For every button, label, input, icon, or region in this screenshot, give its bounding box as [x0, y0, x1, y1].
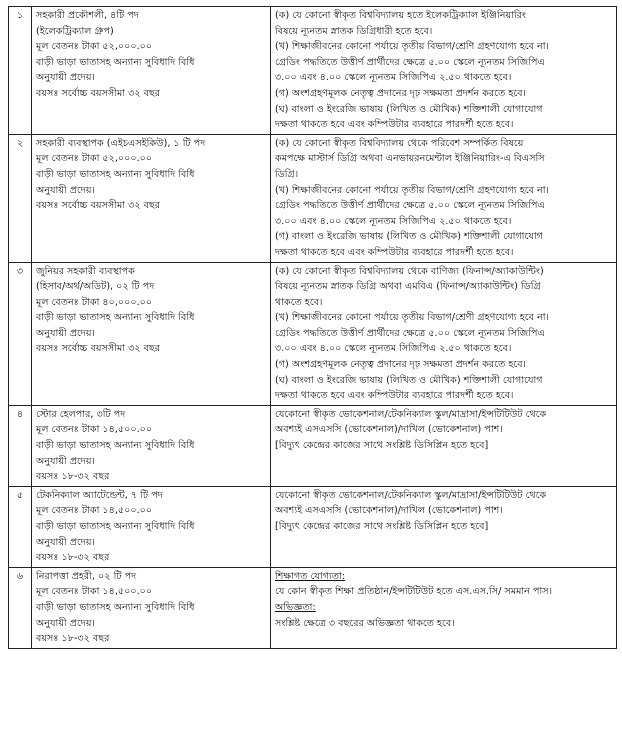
post-details-cell	[32, 567, 271, 648]
requirement-line: বিষয়ে ন্যূনতম স্নাতক ডিগ্রিধারী হতে হবে।	[275, 25, 433, 37]
serial-number: ১	[9, 7, 32, 135]
requirement-line: যেকোনো স্বীকৃত ভোকেশনাল/টেকনিক্যাল স্কুল/মাদ্রাসা/ইন্সটিটিউট থেকে	[275, 489, 547, 501]
post-detail-line: মূল বেতনঃ টাকা ৫২,০০০.০০	[36, 41, 153, 53]
requirement-line: গ্রেডিং পদ্ধতিতে উত্তীর্ণ প্রার্থীদের ক্ষেত্রে ৫.০০ স্কেলে ন্যূনতম সিজিপিএ	[275, 327, 545, 339]
requirement-line: (খ) শিক্ষাজীবনের কোনো পর্যায়ে তৃতীয় বিভাগ/শ্রেণি গ্রহণযোগ্য হবে না।	[275, 41, 549, 53]
post-detail-line: বয়সঃ সর্বোচ্চ বয়সসীমা ৩২ বছর	[36, 87, 161, 99]
requirement-line: ৩.০০ এবং ৪.০০ স্কেলে ন্যূনতম সিজিপিএ ২.৫০ থাকতে হবে।	[275, 215, 512, 227]
requirements-cell	[271, 405, 617, 486]
requirements-cell	[271, 567, 617, 648]
post-detail-line: বাড়ী ভাড়া ভাতাসহ অন্যান্য সুবিধাদি বিধি	[36, 601, 195, 613]
post-detail-line: বাড়ী ভাড়া ভাতাসহ অন্যান্য সুবিধাদি বিধি	[36, 312, 195, 324]
post-detail-line: মূল বেতনঃ টাকা ৫২,০০০.০০	[36, 153, 153, 165]
table-row	[9, 134, 617, 262]
requirement-line: থাকতে হবে।	[275, 296, 323, 308]
requirement-line: গ্রেডিং পদ্ধতিতে উত্তীর্ণ প্রার্থীদের ক্ষেত্রে ৫.০০ স্কেলে ন্যূনতম সিজিপিএ	[275, 56, 545, 68]
requirement-line: কমপক্ষে মাস্টার্স ডিগ্রি অথবা এনভায়রনমেন্টাল ইঞ্জিনিয়ারিং-এ বিএসসি	[275, 153, 545, 165]
post-detail-line: বাড়ী ভাড়া ভাতাসহ অন্যান্য সুবিধাদি বিধি	[36, 440, 195, 452]
post-detail-line: (হিসাব/অর্থ/অডিট), ০২ টি পদ	[36, 281, 155, 293]
requirement-line: ৩.০০ এবং ৪.০০ স্কেলে ন্যূনতম সিজিপিএ ২.৫০ থাকতে হবে।	[275, 72, 512, 84]
post-details-cell	[32, 486, 271, 567]
serial-number: ৩	[9, 262, 32, 405]
requirement-line: (ঘ) বাংলা ও ইংরেজি ভাষায় (লিখিত ও মৌখিক) শক্তিশালী যোগাযোগ	[275, 374, 543, 386]
post-detail-line: মূল বেতনঃ টাকা ১৪,৫০০.০০	[36, 505, 153, 517]
requirement-line: গ্রেডিং পদ্ধতিতে উত্তীর্ণ প্রার্থীদের ক্ষেত্রে ৫.০০ স্কেলে ন্যূনতম সিজিপিএ	[275, 200, 545, 212]
requirement-line: (ক) যে কোনো স্বীকৃত বিশ্ববিদ্যালয় থেকে পরিবেশ সম্পর্কিত বিষয়ে	[275, 137, 524, 149]
table-row	[9, 486, 617, 567]
post-detail-line: অনুযায়ী প্রদেয়।	[36, 455, 95, 467]
requirement-line: দক্ষতা থাকতে হবে এবং কম্পিউটার ব্যবহারে পারদর্শী হতে হবে।	[275, 390, 514, 402]
requirement-line: বিষয়ে ন্যূনতম স্নাতক ডিগ্রি অথবা এমবিএ (ফিনান্স/অ্যাকাউন্টিং) ডিগ্রি	[275, 281, 541, 293]
post-detail-line: মূল বেতনঃ টাকা ৪০,০০০.০০	[36, 296, 153, 308]
post-detail-line: টেকনিক্যাল অ্যাটেন্ডেন্ট, ৭ টি পদ	[36, 489, 163, 501]
serial-number: ২	[9, 134, 32, 262]
requirement-line: যে কোন স্বীকৃত শিক্ষা প্রতিষ্ঠান/ইন্সটিটিউট হতে এস.এস.সি/ সমমান পাস।	[275, 586, 553, 598]
post-detail-line: বয়সঃ ১৮-৩২ বছর	[36, 471, 110, 483]
post-details-cell	[32, 262, 271, 405]
post-detail-line: বয়সঃ ১৮-৩২ বছর	[36, 633, 110, 645]
serial-number: ৬	[9, 567, 32, 648]
requirement-line: অভিজ্ঞতা:	[275, 601, 316, 613]
requirement-line: ৩.০০ এবং ৪.০০ স্কেলে ন্যূনতম সিজিপিএ ২.৫০ থাকতে হবে।	[275, 343, 512, 355]
requirement-line: (গ) বাংলা ও ইংরেজি ভাষায় (লিখিত ও মৌখিক) শক্তিশালী যোগাযোগ	[275, 231, 543, 243]
job-requirements-table	[8, 6, 617, 649]
requirement-line: (ক) যে কোনো স্বীকৃত বিশ্ববিদ্যালয় থেকে বাণিজ্য (ফিনান্স/অ্যাকাউন্টিং)	[275, 265, 544, 277]
post-detail-line: (ইলেকট্রিক্যাল গ্রুপ)	[36, 25, 114, 37]
post-details-cell	[32, 7, 271, 135]
requirement-line: সংশ্লিষ্ট ক্ষেত্রে ৩ বছরের অভিজ্ঞতা থাকতে হবে।	[275, 617, 455, 629]
post-detail-line: অনুযায়ী প্রদেয়।	[36, 536, 95, 548]
post-detail-line: বয়সঃ সর্বোচ্চ বয়সসীমা ৩২ বছর	[36, 200, 161, 212]
requirement-line: দক্ষতা থাকতে হবে এবং কম্পিউটার ব্যবহারে পারদর্শী হতে হবে।	[275, 119, 514, 131]
requirements-cell	[271, 262, 617, 405]
post-detail-line: মূল বেতনঃ টাকা ১৪,৫০০.০০	[36, 424, 153, 436]
requirement-line: অবশ্যই এসএসসি (ভোকেশনাল)/দাখিল (ভোকেশনাল) পাশ।	[275, 424, 503, 436]
requirement-line: (গ) অংশগ্রহণমূলক নেতৃত্ব প্রদানের দৃঢ় সক্ষমতা প্রদর্শন করতে হবে।	[275, 359, 526, 371]
post-detail-line: সহকারী প্রকৌশলী, ৪টি পদ	[36, 10, 139, 21]
post-detail-line: সহকারী ব্যবস্থাপক (এইচএসইকিউ), ১ টি পদ	[36, 137, 206, 149]
requirement-line: (খ) শিক্ষাজীবনের কোনো পর্যায়ে তৃতীয় বিভাগ/শ্রেণি গ্রহণযোগ্য হবে না।	[275, 184, 549, 196]
table-row	[9, 567, 617, 648]
requirements-cell	[271, 486, 617, 567]
requirement-line: (খ) শিক্ষাজীবনের কোনো পর্যায়ে তৃতীয় বিভাগ/শ্রেণী গ্রহণযোগ্য হবে না।	[275, 312, 549, 324]
requirement-line: [বিদ্যুৎ কেন্দ্রের কাজের সাথে সংশ্লিষ্ট ডিসিপ্লিন হতে হবে]	[275, 521, 489, 532]
requirement-line: যেকোনো স্বীকৃত ভোকেশনাল/টেকনিক্যাল স্কুল/মাদ্রাসা/ইন্সটিটিউট থেকে	[275, 408, 547, 420]
post-details-cell	[32, 405, 271, 486]
post-detail-line: বয়সঃ সর্বোচ্চ বয়সসীমা ৩২ বছর	[36, 343, 161, 355]
requirement-line: (ক) যে কোনো স্বীকৃত বিশ্ববিদ্যালয় হতে ইলেকট্রিক্যাল ইঞ্জিনিয়ারিং	[275, 10, 527, 21]
table-body	[9, 7, 617, 649]
table-row	[9, 7, 617, 135]
post-detail-line: বাড়ী ভাড়া ভাতাসহ অন্যান্য সুবিধাদি বিধি	[36, 168, 195, 180]
post-detail-line: অনুযায়ী প্রদেয়।	[36, 327, 95, 339]
post-detail-line: বয়সঃ ১৮-৩২ বছর	[36, 552, 110, 564]
post-details-cell	[32, 134, 271, 262]
post-detail-line: অনুযায়ী প্রদেয়।	[36, 617, 95, 629]
post-detail-line: বাড়ী ভাড়া ভাতাসহ অন্যান্য সুবিধাদি বিধি	[36, 521, 195, 532]
post-detail-line: মূল বেতনঃ টাকা ১৪,৫০০.০০	[36, 586, 153, 598]
requirement-line: অবশ্যই এসএসসি (ভোকেশনাল)/দাখিল (ভোকেশনাল) পাশ।	[275, 505, 503, 517]
requirements-cell	[271, 7, 617, 135]
requirement-line: (গ) অংশগ্রহণমূলক নেতৃত্ব প্রদানের দৃঢ় সক্ষমতা প্রদর্শন করতে হবে।	[275, 87, 526, 99]
post-detail-line: জুনিয়র সহকারী ব্যবস্থাপক	[36, 265, 135, 277]
requirement-line: (ঘ) বাংলা ও ইংরেজি ভাষায় (লিখিত ও মৌখিক) শক্তিশালী যোগাযোগ	[275, 103, 543, 115]
requirement-line: [বিদ্যুৎ কেন্দ্রের কাজের সাথে সংশ্লিষ্ট ডিসিপ্লিন হতে হবে]	[275, 440, 489, 452]
post-detail-line: বাড়ী ভাড়া ভাতাসহ অন্যান্য সুবিধাদি বিধি	[36, 56, 195, 68]
post-detail-line: নিরাপত্তা প্রহরী, ০২ টি পদ	[36, 570, 137, 582]
requirement-line: শিক্ষাগত যোগ্যতা:	[275, 570, 345, 582]
post-detail-line: অনুযায়ী প্রদেয়।	[36, 184, 95, 196]
post-detail-line: অনুযায়ী প্রদেয়।	[36, 72, 95, 84]
requirement-line: দক্ষতা থাকতে হবে এবং কম্পিউটার ব্যবহারে পারদর্শী হতে হবে।	[275, 246, 514, 258]
table-row	[9, 262, 617, 405]
requirements-cell	[271, 134, 617, 262]
requirement-line: ডিগ্রি।	[275, 168, 299, 180]
serial-number: ৪	[9, 405, 32, 486]
post-detail-line: স্টোর হেলপার, ৩টি পদ	[36, 408, 126, 420]
table-row	[9, 405, 617, 486]
serial-number: ৫	[9, 486, 32, 567]
